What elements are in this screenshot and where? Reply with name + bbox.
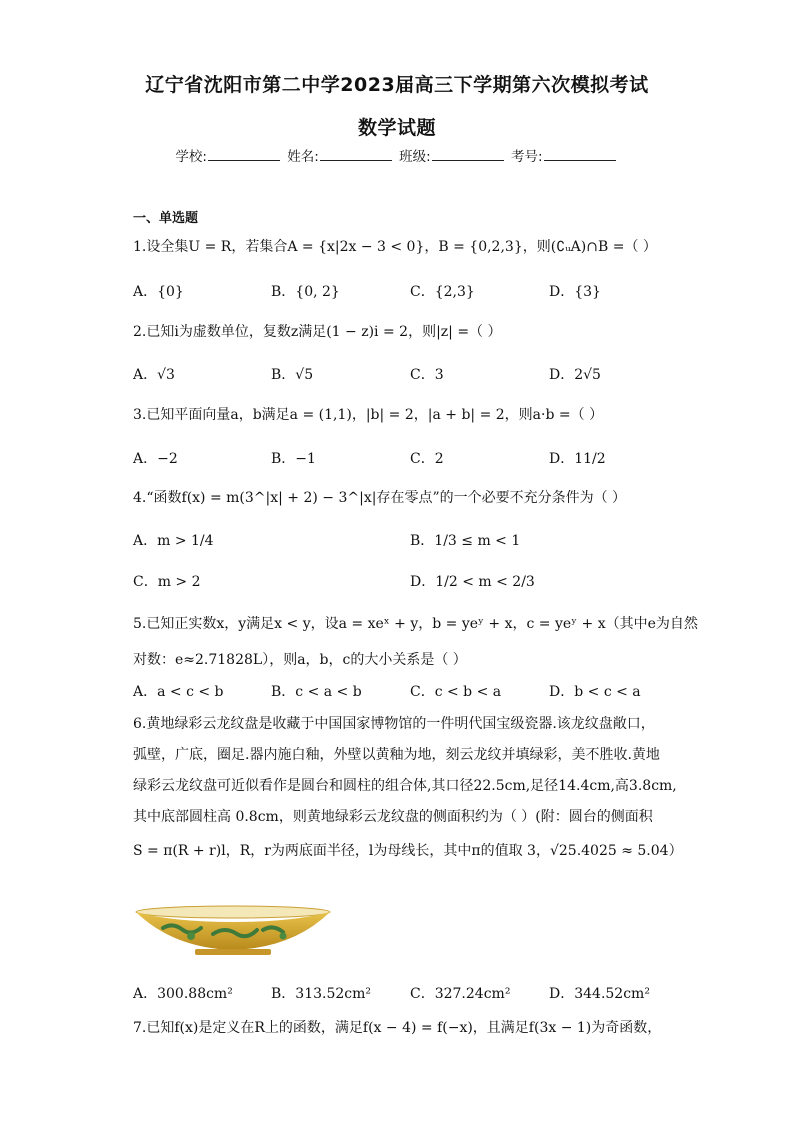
question-5: 5.已知正实数x，y满足x < y，设a = xeˣ + y，b = yeʸ + x，c = yeʸ + x（其中e为自然 [133,616,698,632]
q4-option-a: A．m > 1/4 [133,533,214,549]
q4-option-c: C．m > 2 [133,574,201,590]
class-label: 班级: [399,149,431,165]
dragon-plate-image [133,900,333,960]
question-3: 3.已知平面向量a，b满足a = (1,1)，|b| = 2，|a + b| = 2，则a·b =（ ） [133,407,604,423]
question-6-line-4: 其中底部圆柱高 0.8cm，则黄地绿彩云龙纹盘的侧面积约为（ ）(附：圆台的侧面积 [133,809,653,825]
student-info-line [0,145,794,165]
q5-option-a: A．a < c < b [133,684,224,700]
question-6-line-1: 6.黄地绿彩云龙纹盘是收藏于中国国家博物馆的一件明代国宝级瓷器.该龙纹盘敞口， [133,716,655,732]
page-title: 辽宁省沈阳市第二中学2023届高三下学期第六次模拟考试 [145,74,649,96]
question-6-line-3: 绿彩云龙纹盘可近似看作是圆台和圆柱的组合体,其口径22.5cm,足径14.4cm,高3.8cm, [133,778,677,794]
q2-option-d: D．2√5 [549,367,601,383]
exam-number-label: 考号: [511,149,543,165]
q1-option-a: A．{0} [133,284,184,300]
question-2: 2.已知i为虚数单位，复数z满足(1 − z)i = 2，则|z| =（ ） [133,324,502,340]
class-blank [432,146,504,161]
section-heading: 一、单选题 [133,211,199,226]
name-blank [320,146,392,161]
q1-option-c: C．{2,3} [410,284,475,300]
q2-option-a: A．√3 [133,367,175,383]
q6-option-b: B．313.52cm² [271,986,372,1002]
q3-option-d: D．11/2 [549,451,606,467]
q4-option-b: B．1/3 ≤ m < 1 [410,533,521,549]
q3-option-a: A．−2 [133,451,178,467]
q3-option-b: B．−1 [271,451,316,467]
q5-option-c: C．c < b < a [410,684,502,700]
q6-option-c: C．327.24cm² [410,986,511,1002]
question-7: 7.已知f(x)是定义在R上的函数，满足f(x − 4) = f(−x)，且满足f(3x − 1)为奇函数， [133,1020,662,1036]
question-6-line-2: 弧壁，广底，圈足.器内施白釉，外壁以黄釉为地，刻云龙纹并填绿彩，美不胜收.黄地 [133,747,660,763]
q6-option-d: D．344.52cm² [549,986,650,1002]
q6-option-a: A．300.88cm² [133,986,233,1002]
q5-option-b: B．c < a < b [271,684,362,700]
q4-option-d: D．1/2 < m < 2/3 [410,574,535,590]
q3-option-c: C．2 [410,451,444,467]
q2-option-c: C．3 [410,367,444,383]
page-subtitle: 数学试题 [357,117,436,139]
question-6-line-5: S = π(R + r)l，R，r为两底面半径，l为母线长，其中π的值取 3，√25.4025 ≈ 5.04） [133,843,683,859]
school-label: 学校: [175,149,207,165]
question-5-line-2: 对数：e≈2.71828L），则a，b，c的大小关系是（ ） [133,652,467,668]
question-1: 1.设全集U = R，若集合A = {x|2x − 3 < 0}，B = {0,2,3}，则(∁ᵤA)∩B =（ ） [133,239,657,255]
q1-option-b: B．{0, 2} [271,284,340,300]
q5-option-d: D．b < c < a [549,684,641,700]
question-4: 4.“函数f(x) = m(3^|x| + 2) − 3^|x|存在零点”的一个必要不充分条件为（ ） [133,490,627,506]
name-label: 姓名: [287,149,319,165]
exam-number-blank [544,146,616,161]
q2-option-b: B．√5 [271,367,314,383]
school-blank [208,146,280,161]
q1-option-d: D．{3} [549,284,601,300]
